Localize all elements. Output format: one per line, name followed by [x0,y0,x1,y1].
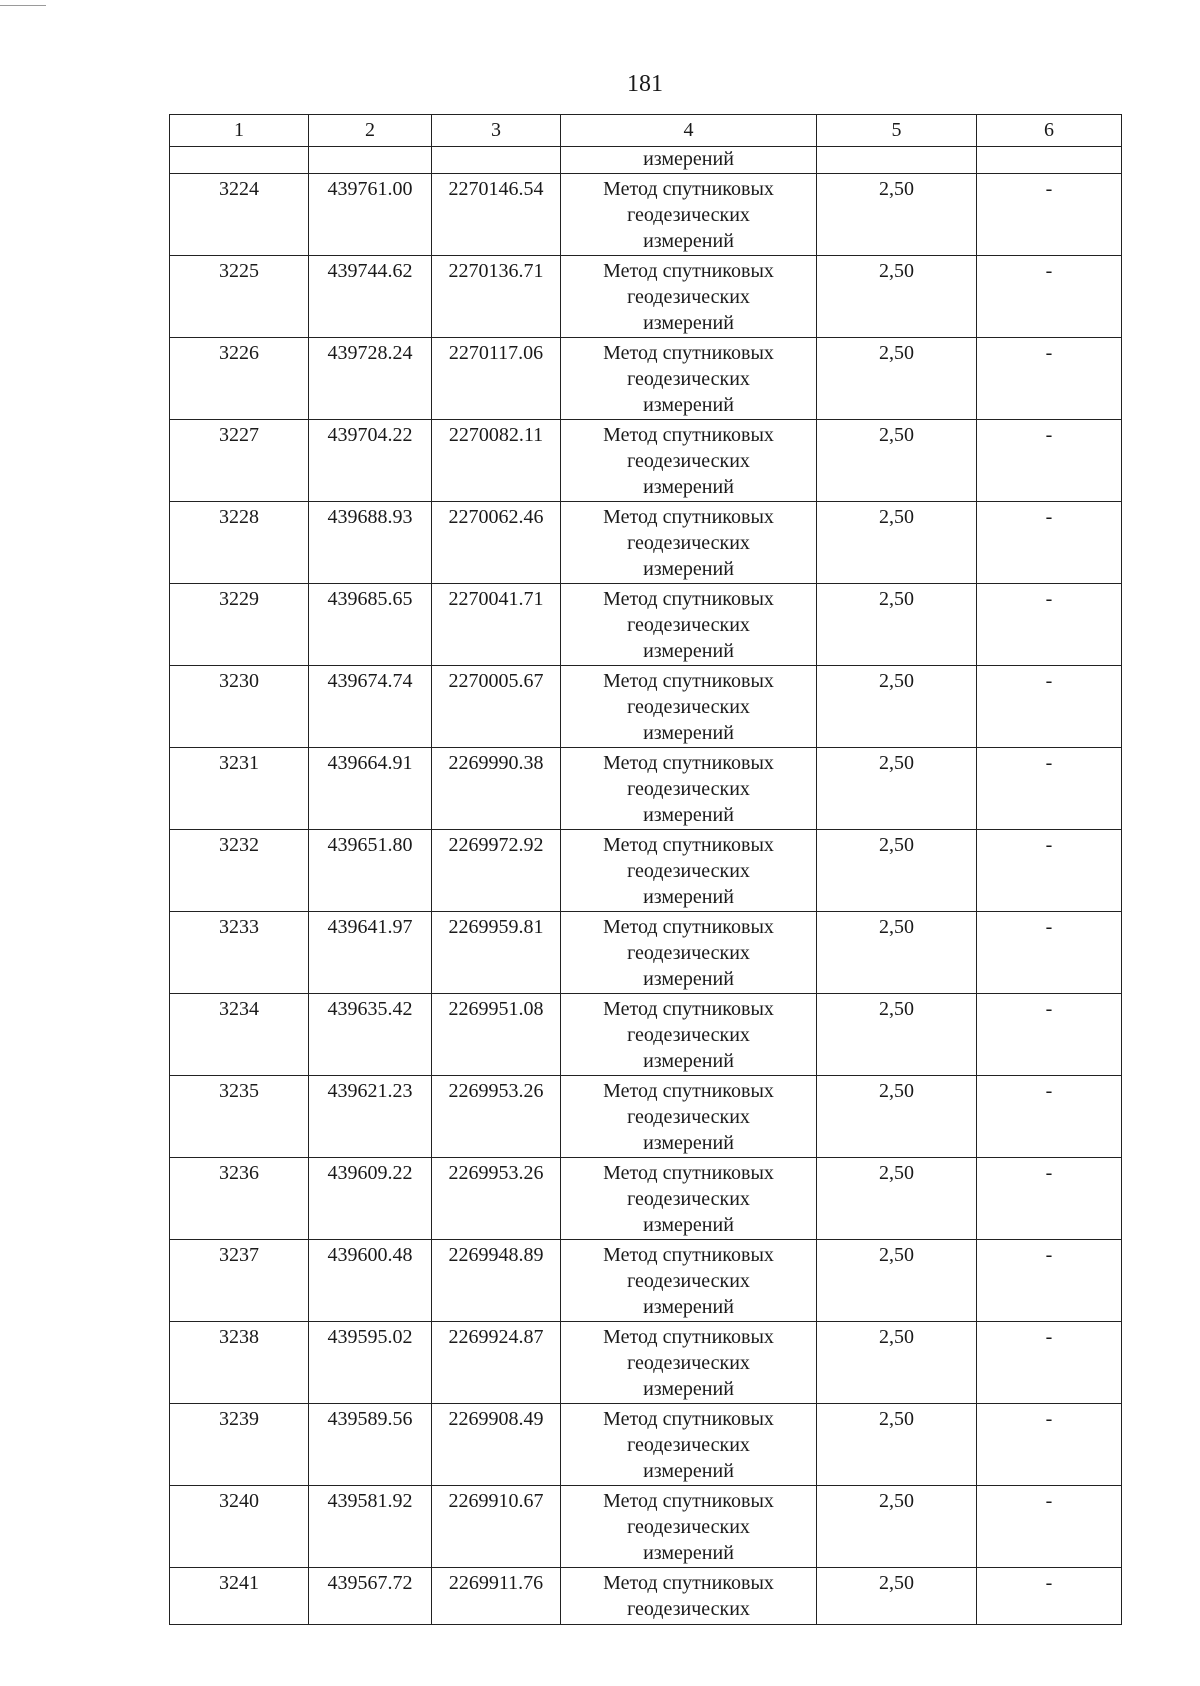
method-line: геодезических [627,1352,750,1374]
accuracy-cell: 2,50 [817,584,977,666]
x-coordinate-cell: 439567.72 [309,1568,432,1625]
x-coordinate-cell: 439581.92 [309,1486,432,1568]
point-number-cell: 3237 [170,1240,309,1322]
table-row [170,502,1122,584]
table-row [170,1076,1122,1158]
y-coordinate-cell: 2269924.87 [432,1322,561,1404]
x-coordinate-cell: 439674.74 [309,666,432,748]
table-row [170,748,1122,830]
method-line: Метод спутниковых [603,998,774,1020]
table-row [170,666,1122,748]
method-line: геодезических [627,1434,750,1456]
note-cell: - [977,256,1122,338]
note-cell: - [977,912,1122,994]
method-cell [561,502,817,584]
note-cell: - [977,502,1122,584]
table-cell [977,147,1122,174]
y-coordinate-cell: 2269911.76 [432,1568,561,1625]
x-coordinate-cell: 439641.97 [309,912,432,994]
page-number: 181 [627,71,663,97]
y-coordinate-cell: 2269972.92 [432,830,561,912]
accuracy-cell: 2,50 [817,1240,977,1322]
method-cell [561,1076,817,1158]
method-line: измерений [643,1378,734,1400]
note-cell: - [977,1322,1122,1404]
x-coordinate-cell: 439609.22 [309,1158,432,1240]
point-number-cell: 3240 [170,1486,309,1568]
method-line: измерений [643,1296,734,1318]
accuracy-cell: 2,50 [817,994,977,1076]
x-coordinate-cell: 439621.23 [309,1076,432,1158]
note-cell: - [977,994,1122,1076]
method-line: Метод спутниковых [603,834,774,856]
x-coordinate-cell: 439595.02 [309,1322,432,1404]
method-line: измерений [643,1542,734,1564]
accuracy-cell: 2,50 [817,1076,977,1158]
note-cell: - [977,1240,1122,1322]
method-line: измерений [643,722,734,744]
method-cell [561,420,817,502]
point-number-cell: 3233 [170,912,309,994]
y-coordinate-cell: 2269953.26 [432,1076,561,1158]
method-line: геодезических [627,1598,750,1620]
note-cell: - [977,666,1122,748]
method-cell [561,1240,817,1322]
x-coordinate-cell: 439704.22 [309,420,432,502]
note-cell: - [977,1404,1122,1486]
x-coordinate-cell: 439589.56 [309,1404,432,1486]
method-line: геодезических [627,204,750,226]
method-line: геодезических [627,860,750,882]
method-cell [561,256,817,338]
method-line: измерений [643,804,734,826]
method-line: Метод спутниковых [603,1080,774,1102]
coordinates-table [169,114,1122,1625]
method-line: Метод спутниковых [603,1162,774,1184]
point-number-cell: 3227 [170,420,309,502]
x-coordinate-cell: 439761.00 [309,174,432,256]
accuracy-cell: 2,50 [817,256,977,338]
method-cell [561,830,817,912]
note-cell: - [977,1486,1122,1568]
method-cell [561,174,817,256]
method-line: геодезических [627,778,750,800]
method-line: геодезических [627,614,750,636]
point-number-cell: 3236 [170,1158,309,1240]
column-header: 3 [432,115,561,147]
method-line: измерений [643,1460,734,1482]
accuracy-cell: 2,50 [817,912,977,994]
point-number-cell: 3234 [170,994,309,1076]
continuation-row [170,147,1122,174]
method-line: измерений [643,1214,734,1236]
point-number-cell: 3226 [170,338,309,420]
accuracy-cell: 2,50 [817,830,977,912]
method-line: геодезических [627,1516,750,1538]
method-cell [561,1158,817,1240]
method-line: геодезических [627,1188,750,1210]
table-row [170,174,1122,256]
table-row [170,1322,1122,1404]
method-line: Метод спутниковых [603,752,774,774]
note-cell: - [977,584,1122,666]
accuracy-cell: 2,50 [817,1322,977,1404]
note-cell: - [977,338,1122,420]
accuracy-cell: 2,50 [817,1404,977,1486]
point-number-cell: 3224 [170,174,309,256]
point-number-cell: 3238 [170,1322,309,1404]
method-line: измерений [643,558,734,580]
y-coordinate-cell: 2269948.89 [432,1240,561,1322]
note-cell: - [977,748,1122,830]
method-line: измерений [643,640,734,662]
method-line: Метод спутниковых [603,588,774,610]
point-number-cell: 3225 [170,256,309,338]
x-coordinate-cell: 439685.65 [309,584,432,666]
method-cell [561,1486,817,1568]
note-cell: - [977,830,1122,912]
method-cell [561,748,817,830]
table-row [170,338,1122,420]
method-line: геодезических [627,368,750,390]
x-coordinate-cell: 439688.93 [309,502,432,584]
column-header: 2 [309,115,432,147]
accuracy-cell: 2,50 [817,1568,977,1625]
accuracy-cell: 2,50 [817,748,977,830]
accuracy-cell: 2,50 [817,420,977,502]
method-line: Метод спутниковых [603,342,774,364]
method-line: Метод спутниковых [603,670,774,692]
point-number-cell: 3231 [170,748,309,830]
method-line: Метод спутниковых [603,424,774,446]
method-line: Метод спутниковых [603,178,774,200]
x-coordinate-cell: 439651.80 [309,830,432,912]
note-cell: - [977,1568,1122,1625]
table-cell [817,147,977,174]
table-row [170,256,1122,338]
y-coordinate-cell: 2269990.38 [432,748,561,830]
method-line: Метод спутниковых [603,1326,774,1348]
y-coordinate-cell: 2269953.26 [432,1158,561,1240]
method-line: Метод спутниковых [603,506,774,528]
method-line: Метод спутниковых [603,1408,774,1430]
note-cell: - [977,1158,1122,1240]
note-cell: - [977,174,1122,256]
column-header: 6 [977,115,1122,147]
point-number-cell: 3241 [170,1568,309,1625]
method-line: геодезических [627,1270,750,1292]
table-cell [309,147,432,174]
point-number-cell: 3229 [170,584,309,666]
method-line: Метод спутниковых [603,1490,774,1512]
method-line: измерений [643,968,734,990]
method-line: измерений [643,1050,734,1072]
y-coordinate-cell: 2269959.81 [432,912,561,994]
accuracy-cell: 2,50 [817,1486,977,1568]
y-coordinate-cell: 2270041.71 [432,584,561,666]
point-number-cell: 3235 [170,1076,309,1158]
method-line: измерений [643,394,734,416]
y-coordinate-cell: 2269910.67 [432,1486,561,1568]
method-line: геодезических [627,532,750,554]
method-cell [561,912,817,994]
column-header: 5 [817,115,977,147]
table-row [170,584,1122,666]
table-row [170,420,1122,502]
table-row [170,994,1122,1076]
point-number-cell: 3232 [170,830,309,912]
method-line: измерений [643,230,734,252]
method-line: измерений [643,312,734,334]
column-header: 4 [561,115,817,147]
method-cell [561,338,817,420]
method-line: измерений [643,1132,734,1154]
table-row [170,1158,1122,1240]
method-line: Метод спутниковых [603,916,774,938]
table-row [170,1404,1122,1486]
method-line: геодезических [627,942,750,964]
y-coordinate-cell: 2270117.06 [432,338,561,420]
table-row [170,1486,1122,1568]
note-cell: - [977,420,1122,502]
method-line: геодезических [627,450,750,472]
x-coordinate-cell: 439728.24 [309,338,432,420]
y-coordinate-cell: 2270062.46 [432,502,561,584]
method-line: Метод спутниковых [603,1572,774,1594]
accuracy-cell: 2,50 [817,174,977,256]
column-header: 1 [170,115,309,147]
accuracy-cell: 2,50 [817,666,977,748]
point-number-cell: 3228 [170,502,309,584]
y-coordinate-cell: 2270136.71 [432,256,561,338]
note-cell: - [977,1076,1122,1158]
x-coordinate-cell: 439635.42 [309,994,432,1076]
method-cell [561,666,817,748]
table-row [170,1240,1122,1322]
method-line: Метод спутниковых [603,260,774,282]
table-header-row [170,115,1122,147]
method-cell [561,1568,817,1625]
table-row [170,1568,1122,1625]
x-coordinate-cell: 439664.91 [309,748,432,830]
method-line: измерений [643,886,734,908]
method-cell [561,1404,817,1486]
method-cell [561,994,817,1076]
method-line: геодезических [627,1106,750,1128]
y-coordinate-cell: 2269908.49 [432,1404,561,1486]
y-coordinate-cell: 2269951.08 [432,994,561,1076]
continuation-method-cell: измерений [561,147,817,174]
table-row [170,912,1122,994]
scan-edge-mark [0,0,46,6]
method-line: геодезических [627,1024,750,1046]
method-cell [561,584,817,666]
method-line: Метод спутниковых [603,1244,774,1266]
x-coordinate-cell: 439744.62 [309,256,432,338]
accuracy-cell: 2,50 [817,502,977,584]
point-number-cell: 3239 [170,1404,309,1486]
y-coordinate-cell: 2270146.54 [432,174,561,256]
y-coordinate-cell: 2270082.11 [432,420,561,502]
table-row [170,830,1122,912]
method-cell [561,1322,817,1404]
method-line: измерений [643,476,734,498]
table-cell [432,147,561,174]
method-line: геодезических [627,286,750,308]
accuracy-cell: 2,50 [817,1158,977,1240]
y-coordinate-cell: 2270005.67 [432,666,561,748]
x-coordinate-cell: 439600.48 [309,1240,432,1322]
table-body [170,115,1122,1625]
method-line: геодезических [627,696,750,718]
accuracy-cell: 2,50 [817,338,977,420]
point-number-cell: 3230 [170,666,309,748]
table-cell [170,147,309,174]
